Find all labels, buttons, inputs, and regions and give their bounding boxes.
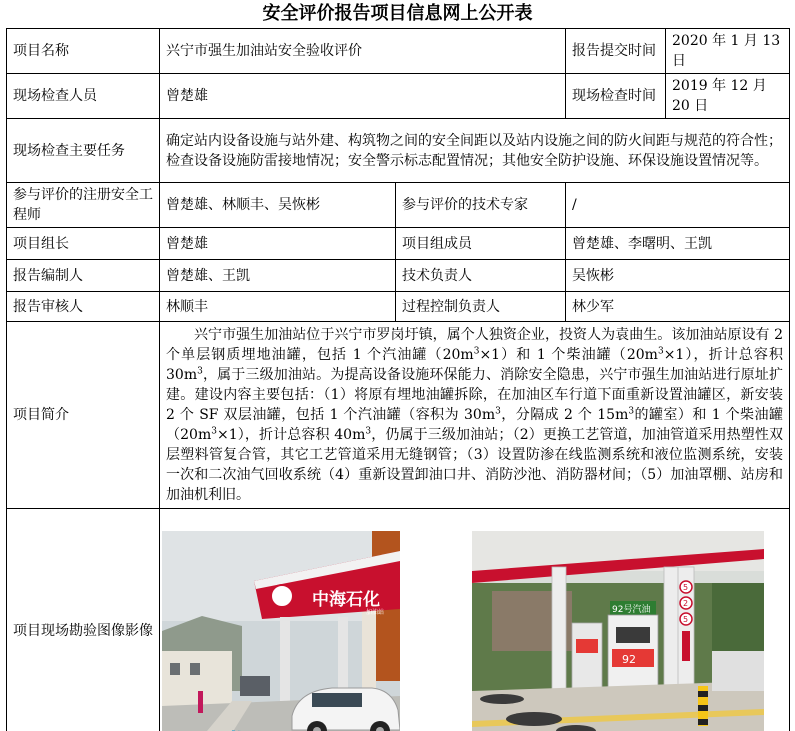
project-name-value: 兴宁市强生加油站安全验收评价 — [160, 29, 566, 74]
inspector-label: 现场检查人员 — [7, 74, 160, 119]
photos-cell — [160, 509, 790, 731]
row-project-name — [7, 29, 790, 74]
leader-value: 曾楚雄 — [160, 228, 396, 260]
page-title: 安全评价报告项目信息网上公开表 — [262, 3, 533, 24]
submit-time-value: 2020 年 1 月 13 日 — [666, 29, 790, 74]
photo1-sign-text: 加油站 — [366, 609, 385, 616]
submit-time-label: 报告提交时间 — [566, 29, 666, 74]
row-inspector — [7, 74, 790, 119]
site-photo-2 — [472, 531, 764, 731]
experts-value: / — [566, 183, 790, 228]
members-label: 项目组成员 — [396, 228, 566, 260]
row-engineers — [7, 183, 790, 228]
photo2-grade: 92 — [622, 653, 636, 666]
compiler-label: 报告编制人 — [7, 260, 160, 292]
photo2-pole-number-1: 5 — [683, 583, 689, 592]
photo1-brand-text: 中海石化 — [312, 590, 380, 610]
tasks-label: 现场检查主要任务 — [7, 119, 160, 183]
photo2-pole-number-3: 5 — [683, 615, 689, 624]
reviewer-value: 林顺丰 — [160, 292, 396, 322]
engineers-label: 参与评价的注册安全工程师 — [7, 183, 160, 228]
process-label: 过程控制负责人 — [396, 292, 566, 322]
intro-text: 兴宁市强生加油站位于兴宁市罗岗圩镇，属个人独资企业，投资人为袁曲生。该加油站原设有 2 个单层钢质埋地油罐，包括 1 个汽油罐$(20m^3\times 1)$和 1 个柴油罐$(20m^3\times 1)$，折计总容积 $30m^3$，属于三级加油站。为提高设备设施环保能力、消除安全隐患，兴宁市强生加油站进行原址扩建。建设内容主要包括：（1）将原有埋地油罐拆除，在加油区车行道下面重新设置油罐区，新安装 2 个 SF 双层油罐，包括 1 个汽油罐（容积为 $30m^3$，分隔成 2 个 $15m^3$的罐室）和 1 个柴油罐$(20m^3\times 1)$，折计总容积 $40m^3$，仍属于三级加油站；（2）更换工艺管道，加油管道采用热塑性双层塑料管复合管，其它工艺管道采用无缝钢管；（3）设置防渗在线监测系统和液位监测系统，安装一次和二次油气回收系统（4）重新设置卸油口井、消防沙池、消防器材间；（5）加油罩棚、站房和加油机利旧。 — [160, 322, 790, 509]
inspect-time-label: 现场检查时间 — [566, 74, 666, 119]
reviewer-label: 报告审核人 — [7, 292, 160, 322]
row-intro — [7, 322, 790, 509]
compiler-value: 曾楚雄、王凯 — [160, 260, 396, 292]
experts-label: 参与评价的技术专家 — [396, 183, 566, 228]
info-table — [6, 28, 790, 731]
row-photos — [7, 509, 790, 731]
intro-label: 项目简介 — [7, 322, 160, 509]
process-value: 林少军 — [566, 292, 790, 322]
row-compiler — [7, 260, 790, 292]
project-name-label: 项目名称 — [7, 29, 160, 74]
leader-label: 项目组长 — [7, 228, 160, 260]
inspector-value: 曾楚雄 — [160, 74, 566, 119]
row-reviewer — [7, 292, 790, 322]
inspect-time-value: 2019 年 12 月 20 日 — [666, 74, 790, 119]
row-tasks — [7, 119, 790, 183]
photo2-pole-number-2: 2 — [683, 599, 689, 608]
tech-label: 技术负责人 — [396, 260, 566, 292]
photos-label: 项目现场勘验图像影像 — [7, 509, 160, 731]
tasks-value: 确定站内设备设施与站外建、构筑物之间的安全间距以及站内设施之间的防火间距与规范的符合性；检查设备设施防雷接地情况；安全警示标志配置情况；其他安全防护设施、环保设施设置情况等。 — [160, 119, 790, 183]
row-leader — [7, 228, 790, 260]
site-photo-1 — [162, 531, 400, 731]
members-value: 曾楚雄、李曙明、王凯 — [566, 228, 790, 260]
engineers-value: 曾楚雄、林顺丰、吴恢彬 — [160, 183, 396, 228]
photo2-pump-label: 92号汽油 — [612, 605, 651, 615]
tech-value: 吴恢彬 — [566, 260, 790, 292]
